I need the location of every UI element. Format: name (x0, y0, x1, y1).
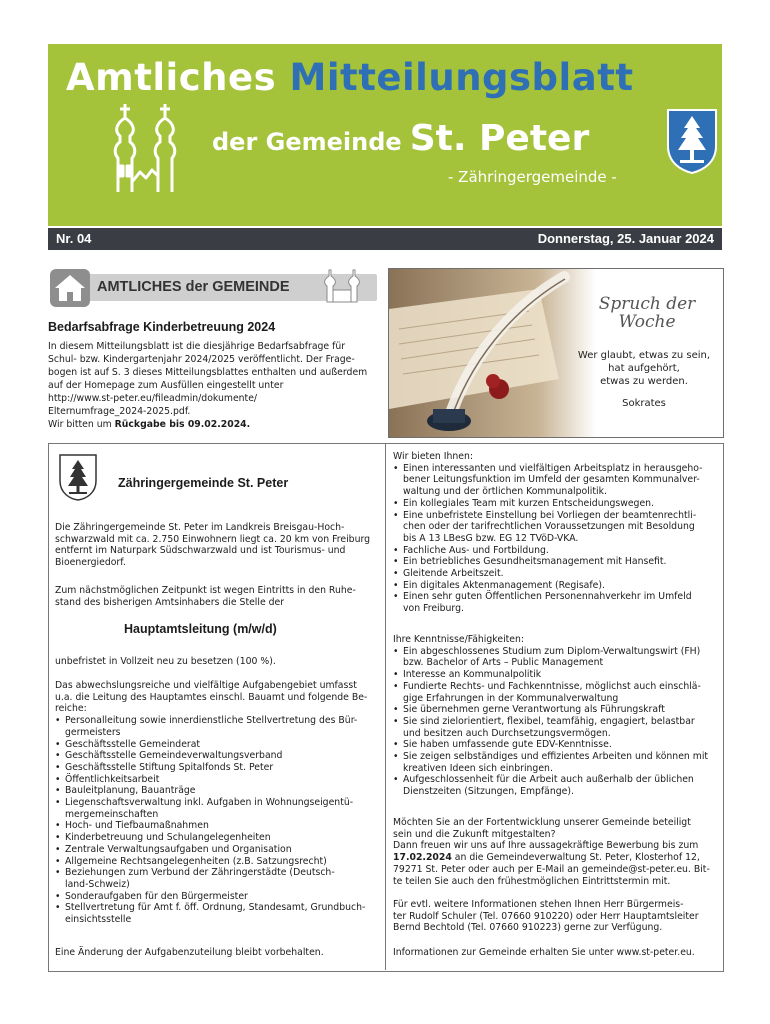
list-item: • Einen interessanten und vielfältigen Arbeitsplatz in herausgeho- bener Leitungsfunktion im Umfeld der gesamten Kommunalver- waltung und der örtlichen Kommunalpolitik. (393, 463, 715, 498)
list-item: • Hoch- und Tiefbaumaßnahmen (55, 820, 378, 832)
application-text: Möchten Sie an der Fortentwicklung unserer Gemeinde beteiligt sein und die Zukunft mitgestalten? Dann freuen wir uns auf Ihre aussagekräftige Bewerbung bis zum 17.02.2024 an die Gemeindeverwaltung St. Peter, Klosterhof 12, 79271 St. Peter oder auch per E-Mail an gemeinde@st-peter.eu. Bit- te teilen Sie auch den frühestmöglichen Eintrittstermin mit. (393, 817, 710, 887)
contact-text: Für evtl. weitere Informationen stehen Ihnen Herr Bürgermeis- ter Rudolf Schuler (Tel. 07660 910220) oder Herr Hauptamtsleiter Bernd Bechtold (Tel. 07660 910223) gerne zur Verfügung. (393, 899, 699, 934)
issue-bar (48, 228, 722, 250)
list-item: • Kinderbetreuung und Schulangelegenheiten (55, 832, 378, 844)
list-item: • Zentrale Verwaltungsaufgaben und Organisation (55, 844, 378, 856)
spruch-quote: Wer glaubt, etwas zu sein, hat aufgehört, etwas zu werden. (577, 350, 711, 387)
list-item: • Allgemeine Rechtsangelegenheiten (z.B. Satzungsrecht) (55, 856, 378, 868)
list-item: • Geschäftsstelle Stiftung Spitalfonds St. Peter (55, 762, 378, 774)
list-item: • Geschäftsstelle Gemeindeverwaltungsverband (55, 750, 378, 762)
house-icon (49, 268, 91, 308)
application-deadline: 17.02.2024 (393, 852, 452, 864)
offers-title: Wir bieten Ihnen: (393, 451, 474, 462)
list-item: • Sie zeigen selbständiges und effizientes Arbeiten und können mit kreativen Ideen sich einbringen. (393, 751, 715, 774)
skills-section (393, 634, 715, 798)
list-item: • Geschäftsstelle Gemeinderat (55, 739, 378, 751)
org-title: Zähringergemeinde St. Peter (118, 476, 289, 490)
org-intro: Die Zähringergemeinde St. Peter im Landkreis Breisgau-Hoch- schwarzwald mit ca. 2.750 Einwohnern liegt ca. 20 km von Freiburg entfernt im Naturpark Südschwarzwald und ist Tourismus- und Bioenergiedorf. (55, 522, 371, 569)
offers-section (393, 451, 715, 615)
list-item: • Interesse an Kommunalpolitik (393, 669, 715, 681)
list-item: • Sonderaufgaben für den Bürgermeister (55, 891, 378, 903)
info-footer: Informationen zur Gemeinde erhalten Sie unter www.st-peter.eu. (393, 947, 695, 958)
list-item: • Sie übernehmen gerne Verantwortung als Führungskraft (393, 704, 715, 716)
section-header-label: AMTLICHES der GEMEINDE (97, 279, 290, 295)
list-item: • Ein digitales Aktenmanagement (Regisafe). (393, 580, 715, 592)
list-item: • Beziehungen zum Verbund der Zähringerstädte (Deutsch- land-Schweiz) (55, 867, 378, 890)
list-item: • Bauleitplanung, Bauanträge (55, 785, 378, 797)
list-item: • Fachliche Aus- und Fortbildung. (393, 545, 715, 557)
issue-number: Nr. 04 (56, 231, 92, 246)
section-header (49, 268, 377, 310)
list-item: • Personalleitung sowie innerdienstliche Stellvertretung des Bür- germeisters (55, 715, 378, 738)
spruch-title: Spruch der Woche (598, 294, 696, 332)
list-item: • Fundierte Rechts- und Fachkenntnisse, möglichst auch einschlä- gige Erfahrungen in der Kommunalverwaltung (393, 681, 715, 704)
spruch-author: Sokrates (622, 398, 666, 409)
list-item: • Gleitende Arbeitszeit. (393, 568, 715, 580)
column-divider (385, 443, 386, 970)
skills-title: Ihre Kenntnisse/Fähigkeiten: (393, 634, 525, 645)
issue-date: Donnerstag, 25. Januar 2024 (537, 231, 714, 246)
list-item: • Ein kollegiales Team mit kurzen Entscheidungswegen. (393, 498, 715, 510)
mini-church-icon (319, 268, 373, 304)
crest-icon (58, 453, 98, 501)
vacancy-text: Zum nächstmöglichen Zeitpunkt ist wegen Eintritts in den Ruhe- stand des bisherigen Amtsinhabers die Stelle der (55, 585, 356, 608)
masthead (48, 44, 722, 226)
list-item: • Ein abgeschlossenes Studium zum Diplom-Verwaltungswirt (FH) bzw. Bachelor of Arts – Public Management (393, 646, 715, 669)
tasks-section: Das abwechslungsreiche und vielfältige Aufgabengebiet umfasst u.a. die Leitung des Hauptamtes einschl. Bauamt und folgende Be- reiche: • Personalleitung sowie innerdienstliche Stellvertretung des Bür- germeisters • Geschäftsstelle Gemeinderat • Geschäftsstelle Gemeindeverwaltungsverband • Geschäftsstelle Stiftung Spitalfonds St. Peter • Öffentlichkeitsarbeit • Bauleitplanung, Bauanträge • Liegenschaftsverwaltung inkl. Aufgaben in Wohnungseigentü- mergemeinschaften • Hoch- und Tiefbaumaßnahmen • Kinderbetreuung und Schulangelegenheiten • Zentrale Verwaltungsaufgaben und Organisation • Allgemeine Rechtsangelegenheiten (z.B. Satzungsrecht) • Beziehungen zum Verbund der Zähringerstädte (Deutsch- land-Schweiz) • Sonderaufgaben für den Bürgermeister • Stellvertretung für Amt f. öff. Ordnung, Standesamt, Grundbuch- einsichtsstelle (55, 680, 378, 926)
list-item: • Sie sind zielorientiert, flexibel, teamfähig, engagiert, belastbar und besitzen auch Durchsetzungsvermögen. (393, 716, 715, 739)
tasks-list (55, 715, 378, 926)
coat-of-arms-icon (666, 108, 718, 174)
list-item: • Eine unbefristete Einstellung bei Vorliegen der beamtenrechtli- chen oder der tarifrechtlichen Voraussetzungen mit Besoldung bis A 13 LBesG bzw. EG 12 TVöD-VKA. (393, 510, 715, 545)
bedarf-body: In diesem Mitteilungsblatt ist die diesjährige Bedarfsabfrage für Schul- bzw. Kindergartenjahr 2024/2025 veröffentlicht. Der Frage- bogen ist auf S. 3 dieses Mitteilungsblattes enthalten und außerdem auf der Homepage zum Ausfüllen eingestellt unter http://www.st-peter.eu/fileadmin/dokumente/ Elternumfrage_2024-2025.pdf. Wir bitten um Rückgabe bis 09.02.2024. (48, 340, 378, 431)
skills-list (393, 646, 715, 798)
spruch-der-woche-box (388, 268, 724, 438)
list-item: • Sie haben umfassende gute EDV-Kenntnisse. (393, 739, 715, 751)
tasks-note: Eine Änderung der Aufgabenzuteilung bleibt vorbehalten. (55, 947, 324, 958)
list-item: • Öffentlichkeitsarbeit (55, 774, 378, 786)
list-item: • Liegenschaftsverwaltung inkl. Aufgaben in Wohnungseigentü- mergemeinschaften (55, 797, 378, 820)
list-item: • Stellvertretung für Amt f. öff. Ordnung, Standesamt, Grundbuch- einsichtsstelle (55, 902, 378, 925)
list-item: • Ein betriebliches Gesundheitsmanagement mit Hansefit. (393, 556, 715, 568)
masthead-tagline: - Zähringergemeinde - (448, 168, 617, 186)
list-item: • Aufgeschlossenheit für die Arbeit auch außerhalb der üblichen Dienstzeiten (Sitzungen, Empfänge). (393, 774, 715, 797)
bedarf-link[interactable]: http://www.st-peter.eu/fileadmin/dokumente/ (48, 393, 258, 404)
position-title: Hauptamtsleitung (m/w/d) (124, 622, 277, 636)
bedarf-title: Bedarfsabfrage Kinderbetreuung 2024 (48, 320, 276, 334)
position-terms: unbefristet in Vollzeit neu zu besetzen (100 %). (55, 656, 276, 667)
masthead-subtitle: der Gemeinde St. Peter (212, 118, 590, 159)
offers-list (393, 463, 715, 615)
list-item: • Einen sehr guten Öffentlichen Personennahverkehr im Umfeld von Freiburg. (393, 591, 715, 614)
masthead-title: Amtliches Mitteilungsblatt (66, 56, 634, 99)
bedarf-deadline: Wir bitten um Rückgabe bis 09.02.2024. (48, 419, 251, 430)
